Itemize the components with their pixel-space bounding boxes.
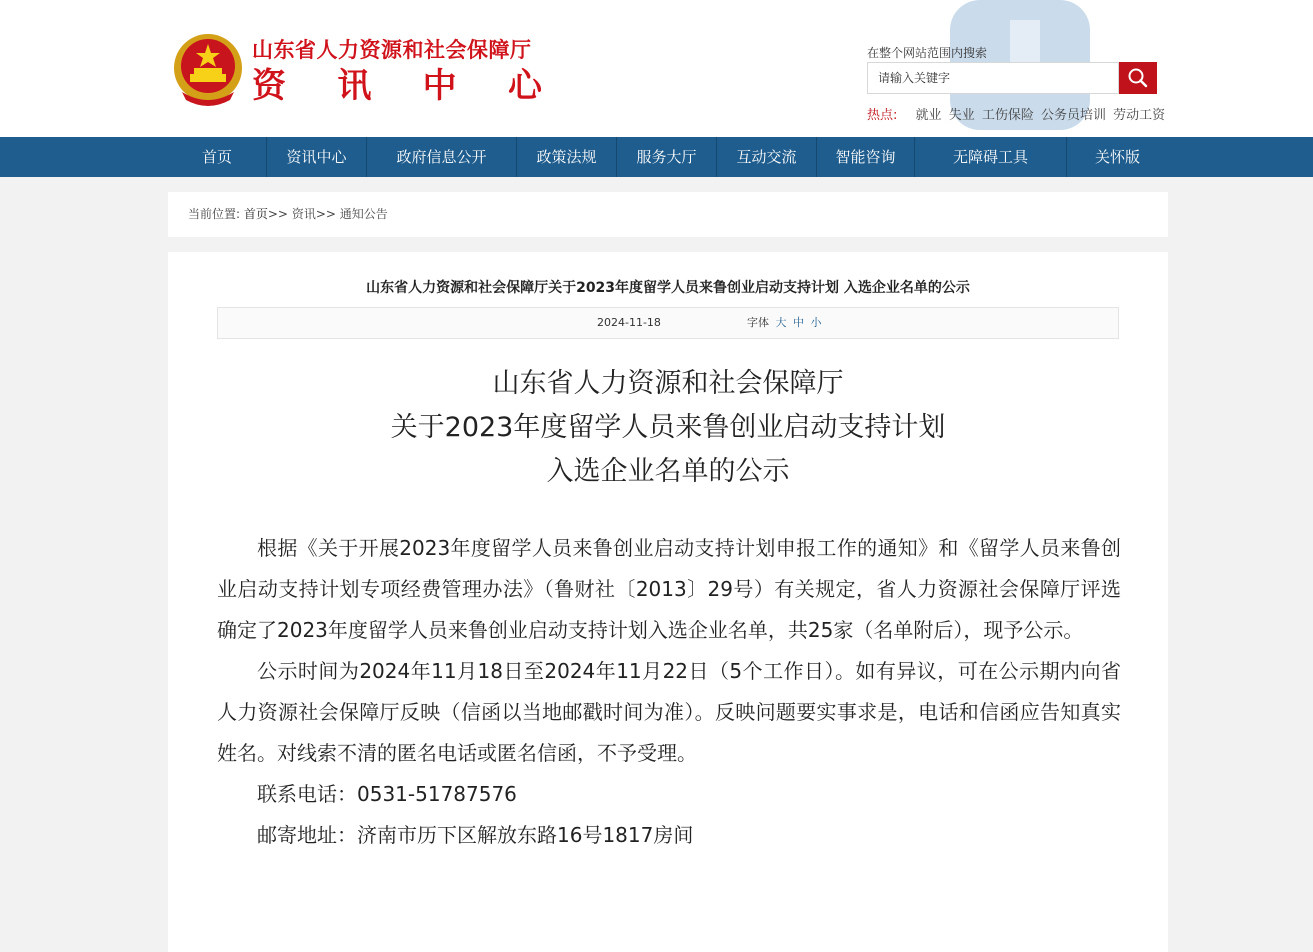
- hot-keyword-link[interactable]: 工伤保险: [981, 108, 1034, 123]
- breadcrumb-notice-link[interactable]: 通知公告: [339, 207, 388, 221]
- nav-item-smart-consult[interactable]: 智能咨询: [817, 137, 915, 177]
- hot-keywords: [867, 104, 1168, 123]
- breadcrumb-prefix: 当前位置:: [188, 207, 244, 221]
- article-body: [217, 528, 1121, 856]
- article-meta-bar: [217, 307, 1119, 339]
- hot-keyword-link[interactable]: 劳动工资: [1113, 108, 1166, 123]
- nav-item-service[interactable]: 服务大厅: [617, 137, 717, 177]
- site-header: [0, 0, 1313, 137]
- document-heading-line: 关于2023年度留学人员来鲁创业启动支持计划: [390, 412, 946, 443]
- nav-item-accessibility[interactable]: 无障碍工具: [915, 137, 1067, 177]
- font-size-label: 字体: [747, 316, 769, 329]
- site-subtitle: [252, 68, 542, 104]
- site-subtitle-char: 资: [252, 66, 286, 106]
- search-button[interactable]: [1119, 62, 1157, 94]
- font-size-small-link[interactable]: 小: [810, 316, 822, 329]
- site-subtitle-char: 讯: [337, 66, 372, 106]
- breadcrumb-separator: >>: [315, 207, 336, 221]
- font-size-control: [747, 308, 822, 338]
- search-input[interactable]: 请输入关键字: [867, 62, 1119, 94]
- hot-label: 热点:: [867, 108, 898, 123]
- article-container: [168, 252, 1168, 952]
- main-nav: [0, 137, 1313, 177]
- nav-item-policy[interactable]: 政策法规: [517, 137, 617, 177]
- nav-item-care-mode[interactable]: 关怀版: [1094, 148, 1140, 166]
- site-subtitle-char: 中: [422, 66, 457, 106]
- font-size-large-link[interactable]: 大: [775, 316, 787, 329]
- breadcrumb-home-link[interactable]: 首页: [243, 207, 268, 221]
- contact-phone: 联系电话：0531-51787576: [257, 782, 517, 806]
- search-icon: [1127, 67, 1149, 89]
- search-label: 在整个网站范围内搜索: [867, 46, 988, 60]
- document-heading: [168, 362, 1168, 494]
- article-title: 山东省人力资源和社会保障厅关于2023年度留学人员来鲁创业启动支持计划 入选企业名单的公示: [366, 280, 970, 296]
- mailing-address: 邮寄地址：济南市历下区解放东路16号1817房间: [257, 823, 694, 847]
- breadcrumb-news-link[interactable]: 资讯: [291, 207, 316, 221]
- nav-item-gov-info[interactable]: 政府信息公开: [367, 137, 517, 177]
- hot-keyword-link[interactable]: 公务员培训: [1041, 108, 1107, 123]
- hot-keyword-link[interactable]: 就业: [915, 108, 942, 123]
- nav-item-interaction[interactable]: 互动交流: [717, 137, 817, 177]
- site-title: 山东省人力资源和社会保障厅: [252, 38, 532, 62]
- breadcrumb-separator: >>: [267, 207, 288, 221]
- article-date: 2024-11-18: [597, 316, 661, 329]
- font-size-medium-link[interactable]: 中: [793, 316, 804, 329]
- article-paragraph: 公示时间为2024年11月18日至2024年11月22日（5个工作日）。如有异议，可在公示期内向省人力资源社会保障厅反映（信函以当地邮戳时间为准）。反映问题要实事求是，电话和信函应告知真实姓名。对线索不清的匿名电话或匿名信函，不予受理。: [217, 659, 1121, 765]
- article-paragraph: 根据《关于开展2023年度留学人员来鲁创业启动支持计划申报工作的通知》和《留学人员来鲁创业启动支持计划专项经费管理办法》（鲁财社〔2013〕29号）有关规定，省人力资源社会保障厅评选确定了2023年度留学人员来鲁创业启动支持计划入选企业名单，共25家（名单附后），现予公示。: [217, 536, 1121, 642]
- document-heading-line: 入选企业名单的公示: [546, 456, 790, 487]
- site-subtitle-char: 心: [507, 66, 542, 106]
- national-emblem-icon: [172, 32, 244, 108]
- document-heading-line: 山东省人力资源和社会保障厅: [492, 368, 844, 399]
- breadcrumb: [168, 192, 1168, 237]
- nav-item-news[interactable]: 资讯中心: [267, 137, 367, 177]
- hot-keyword-link[interactable]: 失业: [948, 108, 975, 123]
- nav-item-home[interactable]: 首页: [168, 137, 267, 177]
